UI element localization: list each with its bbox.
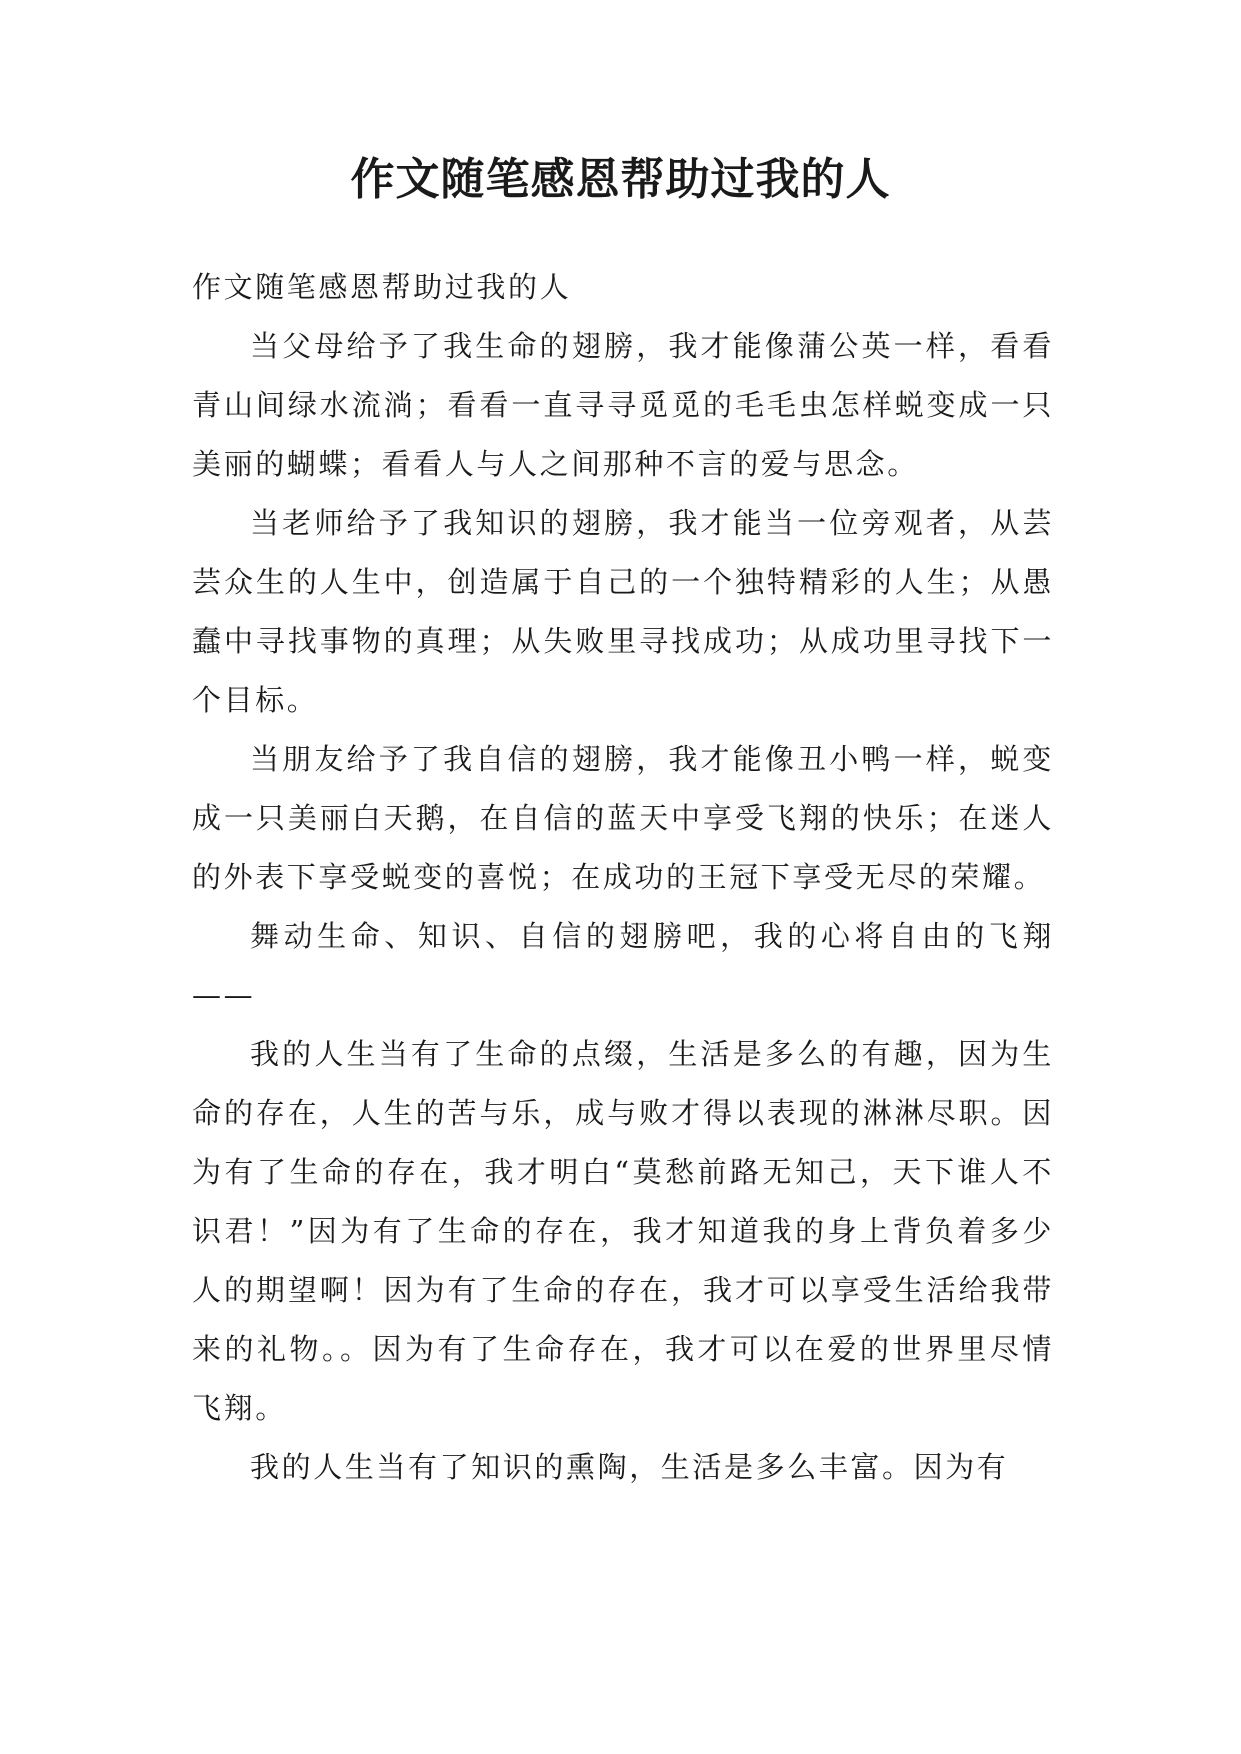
paragraph-heading: 作文随笔感恩帮助过我的人	[192, 270, 572, 304]
document-title: 作文随笔感恩帮助过我的人	[350, 154, 891, 205]
paragraph-wings: 舞动生命、知识、自信的翅膀吧，我的心将自由的飞翔——	[192, 919, 1054, 1012]
document-body	[192, 258, 1054, 1497]
paragraph-knowledge: 我的人生当有了知识的熏陶，生活是多么丰富。因为有	[250, 1450, 1009, 1484]
paragraph-teacher: 当老师给予了我知识的翅膀，我才能当一位旁观者，从芸芸众生的人生中，创造属于自己的一个独特精彩的人生；从愚蠢中寻找事物的真理；从失败里寻找成功；从成功里寻找下一个目标。	[192, 506, 1054, 717]
paragraph-friend: 当朋友给予了我自信的翅膀，我才能像丑小鸭一样，蜕变成一只美丽白天鹅，在自信的蓝天中享受飞翔的快乐；在迷人的外表下享受蜕变的喜悦；在成功的王冠下享受无尽的荣耀。	[192, 742, 1054, 894]
paragraph-life: 我的人生当有了生命的点缀，生活是多么的有趣，因为生命的存在，人生的苦与乐，成与败才得以表现的淋淋尽职。因为有了生命的存在，我才明白“莫愁前路无知己，天下谁人不识君！”因为有了生命的存在，我才知道我的身上背负着多少人的期望啊！因为有了生命的存在，我才可以享受生活给我带来的礼物。。因为有了生命存在，我才可以在爱的世界里尽情飞翔。	[192, 1037, 1054, 1425]
paragraph-parents: 当父母给予了我生命的翅膀，我才能像蒲公英一样，看看青山间绿水流淌；看看一直寻寻觅觅的毛毛虫怎样蜕变成一只美丽的蝴蝶；看看人与人之间那种不言的爱与思念。	[192, 329, 1054, 481]
